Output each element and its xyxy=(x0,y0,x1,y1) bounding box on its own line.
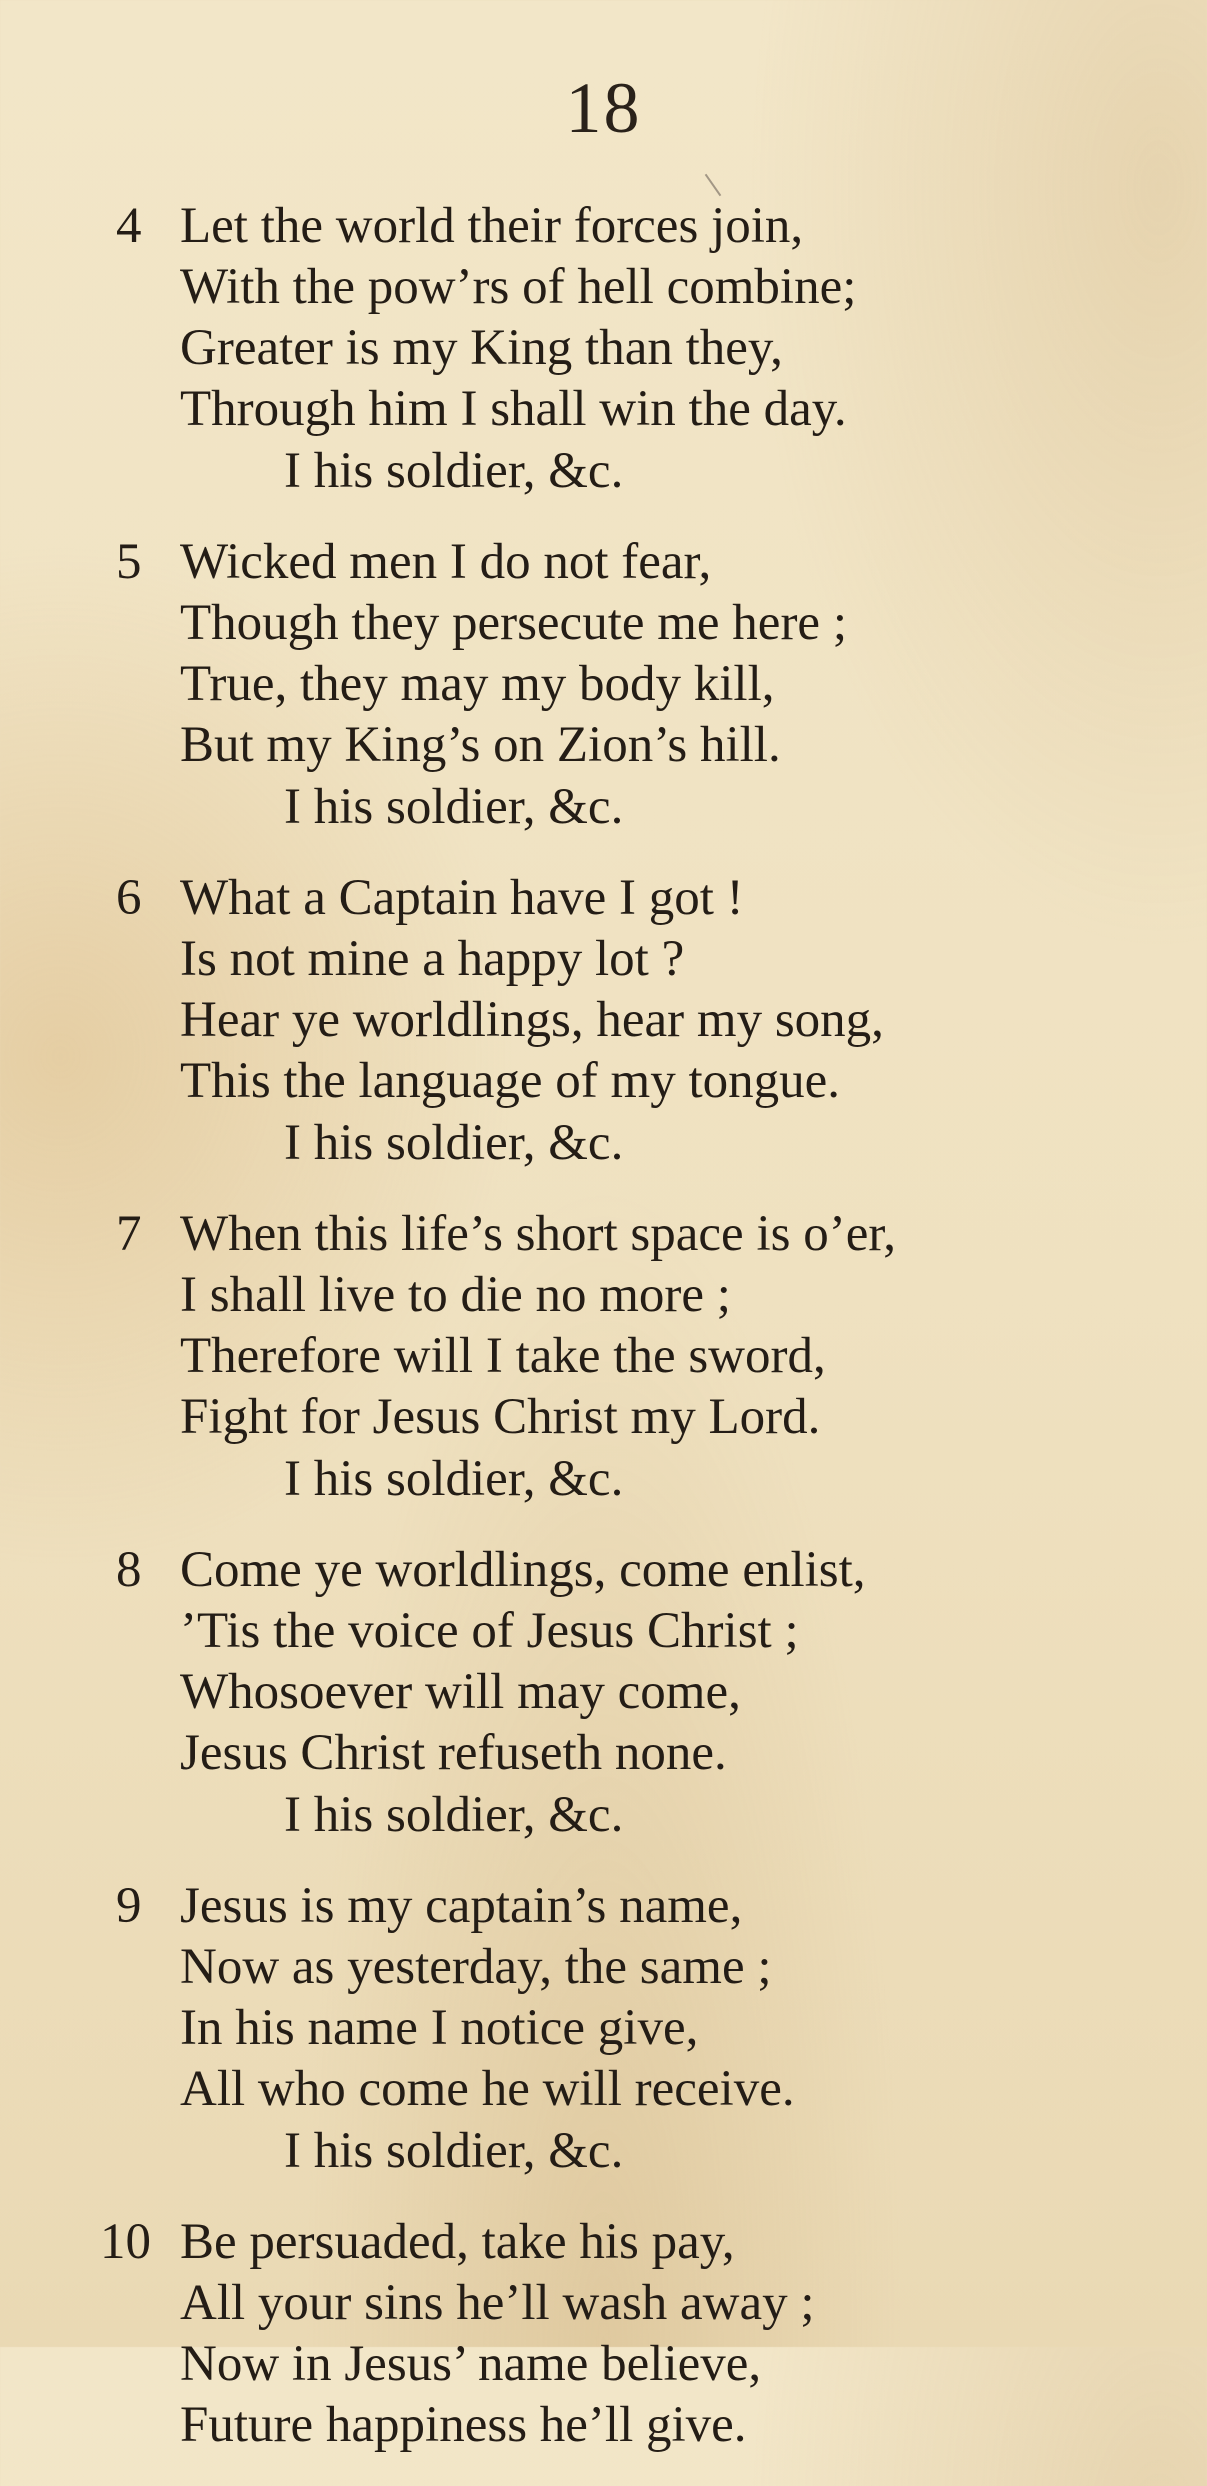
verse-line-text: Now in Jesus’ name believe, xyxy=(180,2336,762,2392)
verse-line-text: Therefore will I take the sword, xyxy=(180,1328,826,1384)
verse-line xyxy=(116,196,1124,257)
verse-number: 6 xyxy=(116,870,142,926)
verse-line xyxy=(124,990,1124,1051)
verse-line-text: Come ye worldlings, come enlist, xyxy=(180,1542,866,1598)
verse-number: 4 xyxy=(116,198,142,254)
verse-line-text: But my King’s on Zion’s hill. xyxy=(180,717,781,773)
verse-line-text: All who come he will receive. xyxy=(180,2061,795,2117)
verse xyxy=(116,868,1124,1174)
verse-line xyxy=(124,1326,1124,1387)
verse-line-text: Let the world their forces join, xyxy=(180,198,804,254)
verse-line-text: Is not mine a happy lot ? xyxy=(180,931,685,987)
verse-line-text: Hear ye worldlings, hear my song, xyxy=(180,992,884,1048)
verse-line xyxy=(124,1387,1124,1448)
verse-number: 5 xyxy=(116,534,142,590)
chorus-line: I his soldier, &c. xyxy=(284,443,624,499)
chorus-line: I his soldier, &c. xyxy=(284,1451,624,1507)
verse-line-text: Be persuaded, take his pay, xyxy=(180,2214,735,2270)
verse-line xyxy=(124,1937,1124,1998)
verse xyxy=(116,1204,1124,1510)
verse-line-text: What a Captain have I got ! xyxy=(180,870,744,926)
verse-line-text: Now as yesterday, the same ; xyxy=(180,1939,772,1995)
verse-line-text: True, they may my body kill, xyxy=(180,656,775,712)
verse-line-text: With the pow’rs of hell combine; xyxy=(180,259,857,315)
verse xyxy=(100,2212,1124,2456)
chorus-line: I his soldier, &c. xyxy=(284,1115,624,1171)
verse-line-text: Future happiness he’ll give. xyxy=(180,2397,747,2453)
verse-line-text: ’Tis the voice of Jesus Christ ; xyxy=(180,1603,799,1659)
verse-line xyxy=(124,1998,1124,2059)
verse-line xyxy=(124,593,1124,654)
verse-number: 10 xyxy=(100,2214,151,2270)
verse-line xyxy=(116,532,1124,593)
verse-line xyxy=(124,1601,1124,1662)
verse-line xyxy=(124,1723,1124,1784)
verse-line xyxy=(124,2273,1124,2334)
verse-line xyxy=(116,1876,1124,1937)
verse xyxy=(116,1540,1124,1846)
verse-line-text: I shall live to die no more ; xyxy=(180,1267,731,1323)
verse-line xyxy=(124,379,1124,440)
verse-line-text: Whosoever will may come, xyxy=(180,1664,741,1720)
verse-line xyxy=(124,1265,1124,1326)
verse-number: 9 xyxy=(116,1878,142,1934)
verse-line xyxy=(100,2212,1124,2273)
verse-line-text: Through him I shall win the day. xyxy=(180,381,847,437)
chorus-line: I his soldier, &c. xyxy=(284,2123,624,2179)
verse-line-text: Greater is my King than they, xyxy=(180,320,783,376)
chorus-line: I his soldier, &c. xyxy=(284,779,624,835)
verse-list xyxy=(100,196,1124,2486)
verse-line-text: This the language of my tongue. xyxy=(180,1053,841,1109)
verse-line xyxy=(116,1204,1124,1265)
chorus-line: I his soldier, &c. xyxy=(284,1787,624,1843)
verse-line xyxy=(124,2059,1124,2120)
verse-line xyxy=(124,715,1124,776)
page-number: 18 xyxy=(565,68,642,148)
verse-line-text: Fight for Jesus Christ my Lord. xyxy=(180,1389,821,1445)
verse-line-text: In his name I notice give, xyxy=(180,2000,699,2056)
verse-line-text: Though they persecute me here ; xyxy=(180,595,847,651)
verse-line xyxy=(124,654,1124,715)
verse-number: 7 xyxy=(116,1206,142,1262)
verse-line xyxy=(116,1540,1124,1601)
verse-line xyxy=(124,1051,1124,1112)
verse-line-text: All your sins he’ll wash away ; xyxy=(180,2275,815,2331)
verse-line xyxy=(124,2334,1124,2395)
verse-line xyxy=(124,257,1124,318)
verse xyxy=(116,532,1124,838)
verse-line xyxy=(124,929,1124,990)
verse-line xyxy=(116,868,1124,929)
verse xyxy=(116,1876,1124,2182)
verse-line xyxy=(124,2395,1124,2456)
verse xyxy=(116,196,1124,502)
verse-line-text: Jesus Christ refuseth none. xyxy=(180,1725,727,1781)
verse-line-text: When this life’s short space is o’er, xyxy=(180,1206,897,1262)
verse-number: 8 xyxy=(116,1542,142,1598)
verse-line-text: Jesus is my captain’s name, xyxy=(180,1878,743,1934)
verse-line-text: Wicked men I do not fear, xyxy=(180,534,712,590)
ink-mark xyxy=(705,174,722,196)
verse-line xyxy=(124,318,1124,379)
verse-line xyxy=(124,1662,1124,1723)
